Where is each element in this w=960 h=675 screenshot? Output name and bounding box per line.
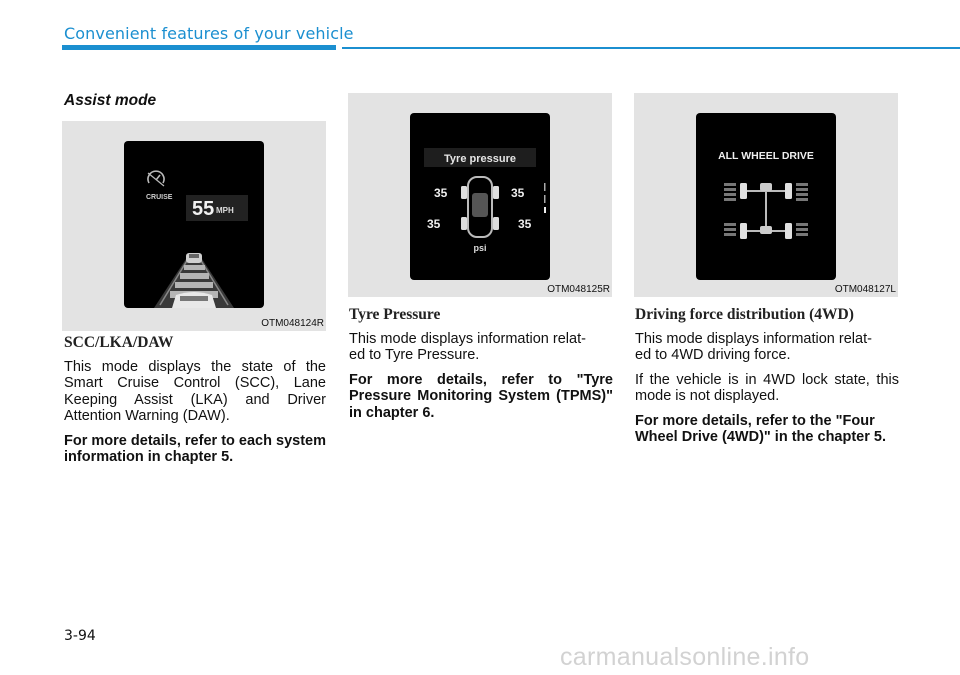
tyre-graphic — [410, 113, 550, 280]
tyre-description-line1: This mode displays information relat- — [349, 330, 586, 347]
torque-bars-rear-right — [796, 223, 808, 236]
section-title: Assist mode — [64, 92, 157, 109]
awd-graphic — [696, 113, 836, 280]
figure-scc-display — [62, 121, 326, 331]
cluster-screen-awd — [696, 113, 836, 280]
awd-description-line2: ed to 4WD driving force. — [635, 347, 791, 363]
tyre-note: For more details, refer to "Tyre Pressure Monitoring System (TPMS)" in chapter 6. — [349, 371, 613, 421]
column-scc — [64, 335, 326, 474]
scroll-indicator — [544, 183, 546, 213]
pressure-front-left: 35 — [434, 186, 448, 200]
figure-tyre-pressure-display — [348, 93, 612, 297]
tyre-description — [349, 331, 613, 364]
cluster-screen-tyre — [410, 113, 550, 280]
torque-bars-front-right — [796, 183, 808, 201]
tyre-description-line2: ed to Tyre Pressure. — [349, 347, 480, 363]
scc-description: This mode displays the state of the Smart Cruise Control (SCC), Lane Keeping Assist (LKA) and Driver Attention Warning (DAW). — [64, 358, 326, 424]
pressure-unit: psi — [473, 243, 487, 253]
speed-unit: MPH — [216, 206, 234, 215]
tyre-title: Tyre pressure — [444, 153, 516, 165]
awd-heading: Driving force distribution (4WD) — [635, 306, 854, 323]
column-4wd — [635, 307, 899, 454]
car-top-view-icon — [461, 177, 499, 237]
cruise-label: CRUISE — [146, 194, 173, 201]
cluster-screen-scc — [124, 141, 264, 308]
awd-note: For more details, refer to the "Four Wheel Drive (4WD)" in the chapter 5. — [635, 412, 887, 445]
torque-bars-front-left — [724, 183, 736, 201]
pressure-rear-left: 35 — [427, 217, 441, 231]
chapter-title-underline — [62, 45, 336, 50]
watermark: carmanualsonline.info — [560, 643, 810, 671]
awd-description-line1: This mode displays information relat- — [635, 330, 872, 347]
figure-code: OTM048125R — [547, 284, 610, 295]
own-car-icon — [172, 292, 216, 308]
cruise-icon — [148, 171, 164, 186]
figure-code: OTM048127L — [834, 284, 896, 295]
page-number: 3-94 — [64, 628, 96, 644]
column-tyre — [349, 307, 613, 429]
awd-description — [635, 331, 899, 364]
awd-title: ALL WHEEL DRIVE — [718, 150, 814, 162]
torque-bars-rear-left — [724, 223, 736, 236]
scc-note: For more details, refer to each system information in chapter 5. — [64, 432, 326, 465]
scc-graphic — [124, 141, 264, 308]
scc-heading: SCC/LKA/DAW — [64, 334, 174, 351]
figure-awd-display — [634, 93, 898, 297]
awd-lock-note: If the vehicle is in 4WD lock state, this mode is not displayed. — [635, 371, 899, 404]
speed-value: 55 — [192, 198, 215, 220]
lead-car-icon — [186, 253, 202, 263]
pressure-front-right: 35 — [511, 186, 525, 200]
chapter-title: Convenient features of your vehicle — [64, 24, 354, 43]
drivetrain-icon — [740, 183, 792, 239]
tyre-heading: Tyre Pressure — [349, 306, 441, 323]
pressure-rear-right: 35 — [518, 217, 532, 231]
header-rule — [342, 47, 960, 49]
figure-code: OTM048124R — [261, 318, 324, 329]
